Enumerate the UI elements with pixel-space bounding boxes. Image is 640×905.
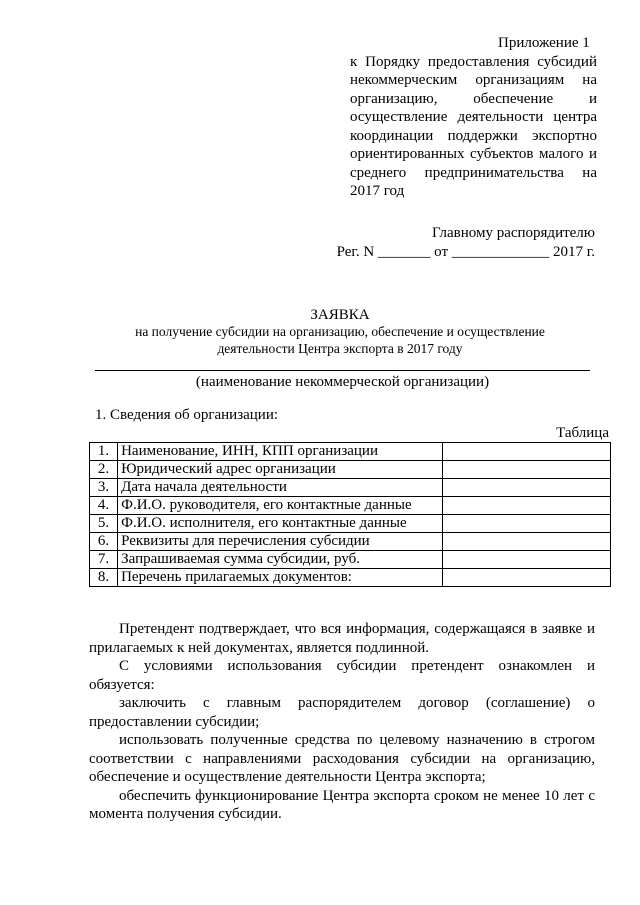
row-number: 1. [90, 443, 118, 461]
row-value[interactable] [443, 533, 611, 551]
table-row [90, 443, 611, 461]
row-number: 3. [90, 479, 118, 497]
row-label: Наименование, ИНН, КПП организации [118, 443, 443, 461]
organization-name-line [95, 370, 590, 371]
row-number: 8. [90, 569, 118, 587]
row-label: Перечень прилагаемых документов: [118, 569, 443, 587]
row-number: 2. [90, 461, 118, 479]
declaration-text [89, 620, 595, 824]
obligations-intro: С условиями использования субсидии претендент ознакомлен и обязуется: [89, 658, 595, 693]
organization-name-caption: (наименование некоммерческой организации) [195, 374, 490, 390]
row-number: 6. [90, 533, 118, 551]
document-subtitle: на получение субсидии на организацию, обеспечение и осуществление деятельности Центра экспорта в 2017 году [135, 324, 545, 356]
row-number: 7. [90, 551, 118, 569]
obligation-item: заключить с главным распорядителем договор (соглашение) о предоставлении субсидии; [89, 695, 595, 730]
recipient-block [337, 224, 595, 261]
table-row [90, 497, 611, 515]
row-label: Юридический адрес организации [118, 461, 443, 479]
table-row [90, 479, 611, 497]
appendix-body: к Порядку предоставления субсидий некоммерческим организациям на организацию, обеспечение и осуществление деятельности центра координации поддержки экспортно ориентированных субъектов малого и среднего предпринимательства на 2017 год [350, 53, 597, 199]
row-value[interactable] [443, 461, 611, 479]
row-value[interactable] [443, 497, 611, 515]
appendix-title: Приложение 1 [498, 35, 590, 51]
row-value[interactable] [443, 551, 611, 569]
row-label: Ф.И.О. исполнителя, его контактные данные [118, 515, 443, 533]
row-number: 4. [90, 497, 118, 515]
table-row [90, 515, 611, 533]
registration-line: Рег. N _______ от _____________ 2017 г. [336, 243, 595, 260]
obligation-item: обеспечить функционирование Центра экспорта сроком не менее 10 лет с момента получения субсидии. [89, 787, 595, 822]
row-label: Дата начала деятельности [118, 479, 443, 497]
table-row [90, 551, 611, 569]
document-title: ЗАЯВКА [310, 307, 370, 323]
row-label: Реквизиты для перечисления субсидии [118, 533, 443, 551]
table-row [90, 533, 611, 551]
row-label: Запрашиваемая сумма субсидии, руб. [118, 551, 443, 569]
row-number: 5. [90, 515, 118, 533]
appendix-header [350, 34, 597, 201]
table-row [90, 461, 611, 479]
recipient-to: Главному распорядителю [431, 225, 595, 241]
section-title: 1. Сведения об организации: [95, 407, 279, 423]
declaration-paragraph: Претендент подтверждает, что вся информация, содержащаяся в заявке и прилагаемых к ней документах, является подлинной. [89, 621, 595, 656]
organization-info-table [89, 442, 611, 587]
row-value[interactable] [443, 443, 611, 461]
row-label: Ф.И.О. руководителя, его контактные данные [118, 497, 443, 515]
row-value[interactable] [443, 515, 611, 533]
row-value[interactable] [443, 479, 611, 497]
obligation-item: использовать полученные средства по целевому назначению в строгом соответствии с направлениями расходования субсидии на организацию, обеспечение и осуществление деятельности Центра экспорта; [89, 732, 595, 785]
table-caption: Таблица [556, 425, 609, 441]
row-value[interactable] [443, 569, 611, 587]
table-row [90, 569, 611, 587]
